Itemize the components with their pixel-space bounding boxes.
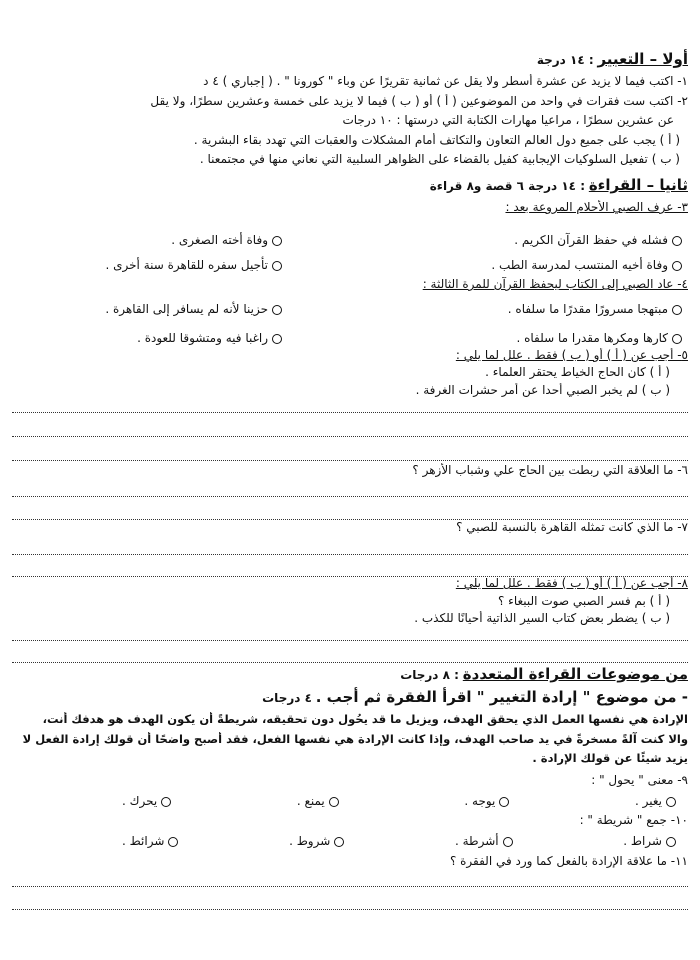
q3-option-3[interactable]: وفاة أخيه المنتسب لمدرسة الطب . [491, 258, 682, 273]
question-2-line-1: ٢- اكتب ست فقرات في واحد من الموضوعين ( أ ) أو ( ب ) فيما لا يزيد على خمسة وعشرين سطرًا، ولا يقل [150, 94, 688, 108]
section-expression-marks: : ١٤ درجة [536, 53, 594, 67]
question-4-options-row-1 [12, 302, 688, 317]
question-8: ٨- أجب عن ( أ ) أو ( ب ) فقط . علل لما يلي : [455, 576, 688, 590]
question-7: ٧- ما الذي كانت تمثله القاهرة بالنسبة للصبي ؟ [456, 520, 688, 534]
radio-circle-icon [272, 334, 282, 344]
question-5: ٥- أجب عن ( أ ) أو ( ب ) فقط . علل لما يلي : [455, 348, 688, 362]
question-10-options [12, 834, 688, 849]
section-reading-marks: : ١٤ درجة ٦ قصة و٨ قراءة [429, 179, 585, 193]
question-5-b: ( ب ) لم يخبر الصبي أحدا عن أمر حشرات الغرفة . [415, 383, 670, 397]
q4-option-4[interactable]: راغبا فيه ومتشوقا للعودة . [72, 331, 282, 346]
section-expression-title: أولا – التعبير [597, 50, 688, 68]
q9-option-4[interactable]: يحرك . [122, 794, 171, 809]
section-multi-reading-title: من موضوعات القراءة المتعددة [462, 665, 688, 683]
q4-option-2[interactable]: حزينا لأنه لم يسافر إلى القاهرة . [72, 302, 282, 317]
radio-circle-icon [499, 797, 509, 807]
section-expression-header [12, 50, 688, 69]
answer-line[interactable] [12, 538, 688, 555]
question-3: ٣- عرف الصبي الأحلام المروعة بعد : [505, 200, 688, 214]
radio-circle-icon [161, 797, 171, 807]
q4-option-1[interactable]: مبتهجا مسرورًا مقدرًا ما سلفاه . [508, 302, 682, 317]
answer-line[interactable] [12, 646, 688, 663]
radio-circle-icon [672, 261, 682, 271]
answer-line[interactable] [12, 893, 688, 910]
question-3-options-row-1 [12, 233, 688, 248]
question-8-b: ( ب ) يضطر بعض كتاب السير الذاتية أحيانًا للكذب . [414, 611, 670, 625]
answer-line[interactable] [12, 870, 688, 887]
q4-option-3[interactable]: كارها ومكرها مقدرا ما سلفاه . [516, 331, 682, 346]
q3-option-2[interactable]: وفاة أخته الصغرى . [72, 233, 282, 248]
q3-option-1[interactable]: فشله في حفظ القرآن الكريم . [514, 233, 682, 248]
radio-circle-icon [672, 236, 682, 246]
question-5-a: ( أ ) كان الحاج الخياط يحتقر العلماء . [485, 365, 670, 379]
radio-circle-icon [168, 837, 178, 847]
question-4-options-row-2 [12, 331, 688, 346]
question-9-options [12, 794, 688, 809]
q10-option-3[interactable]: شروط . [289, 834, 344, 849]
radio-circle-icon [334, 837, 344, 847]
question-11: ١١- ما علاقة الإرادة بالفعل كما ورد في الفقرة ؟ [449, 854, 688, 868]
section-multi-reading-header [12, 665, 688, 684]
answer-line[interactable] [12, 396, 688, 413]
radio-circle-icon [666, 837, 676, 847]
q10-option-4[interactable]: شرائط . [122, 834, 178, 849]
topic-b: ( ب ) تفعيل السلوكيات الإيجابية كفيل بالقضاء على الظواهر السلبية التي نعاني منها في مجتمعنا . [199, 152, 680, 166]
q10-option-1[interactable]: شراط . [623, 834, 676, 849]
q9-option-2[interactable]: يوجه . [464, 794, 509, 809]
passage-line-1: الإرادة هي نفسها العمل الذي يحقق الهدف، ويزيل ما قد يحُول دون تحقيقه، شريطةً أن يكون الهدف هو هدفك أنت، [42, 712, 688, 726]
radio-circle-icon [272, 305, 282, 315]
radio-circle-icon [666, 797, 676, 807]
topic-a: ( أ ) يجب على جميع دول العالم التعاون والتكاتف أمام المشكلات والعقبات التي تهدد بقاء البشرية . [193, 133, 680, 147]
section-multi-reading-marks: : ٨ درجات [400, 668, 459, 682]
answer-line[interactable] [12, 480, 688, 497]
answer-line[interactable] [12, 444, 688, 461]
radio-circle-icon [672, 334, 682, 344]
subtopic-marks: ٤ درجات [262, 691, 312, 705]
passage-line-3: يزيد شيئًا عن قولك الإرادة . [532, 751, 688, 765]
question-3-options-row-2 [12, 258, 688, 273]
question-10: ١٠- جمع " شريطة " : [579, 813, 688, 827]
question-8-a: ( أ ) بم فسر الصبي صوت الببغاء ؟ [498, 594, 670, 608]
radio-circle-icon [272, 261, 282, 271]
section-reading-title: ثانيا – القراءة [588, 176, 688, 194]
radio-circle-icon [503, 837, 513, 847]
question-2-line-2: عن عشرين سطرًا ، مراعيا مهارات الكتابة التي درستها : ١٠ درجات [342, 113, 674, 127]
question-1: ١- اكتب فيما لا يزيد عن عشرة أسطر ولا يقل عن ثمانية تقريرًا عن وباء " كورونا " . ( إجباري ) ٤ د [203, 74, 688, 88]
passage-line-2: والا كنت آلةً مسخرةً في يد صاحب الهدف، وإذا كانت الإرادة هي نفسها الفعل، فقد أصبح واضحًا أن قولك إرادة الفعل لا [22, 732, 688, 746]
answer-line[interactable] [12, 503, 688, 520]
radio-circle-icon [272, 236, 282, 246]
radio-circle-icon [329, 797, 339, 807]
answer-line[interactable] [12, 560, 688, 577]
q9-option-3[interactable]: يمنع . [297, 794, 339, 809]
section-reading-header [12, 176, 688, 195]
radio-circle-icon [672, 305, 682, 315]
question-9: ٩- معنى " يحول " : [591, 773, 688, 787]
q10-option-2[interactable]: أشرطة . [455, 834, 513, 849]
question-6: ٦- ما العلاقة التي ربطت بين الحاج علي وشباب الأزهر ؟ [412, 463, 688, 477]
subtopic-instruction: - من موضوع " إرادة التغيير " اقرأ الفقرة ثم أجب . [315, 688, 688, 706]
q9-option-1[interactable]: يغير . [635, 794, 676, 809]
q3-option-4[interactable]: تأجيل سفره للقاهرة سنة أخرى . [72, 258, 282, 273]
question-4: ٤- عاد الصبي إلى الكتاب ليحفظ القرآن للمرة الثالثة : [422, 277, 688, 291]
answer-line[interactable] [12, 624, 688, 641]
answer-line[interactable] [12, 420, 688, 437]
subtopic-header [12, 688, 688, 707]
